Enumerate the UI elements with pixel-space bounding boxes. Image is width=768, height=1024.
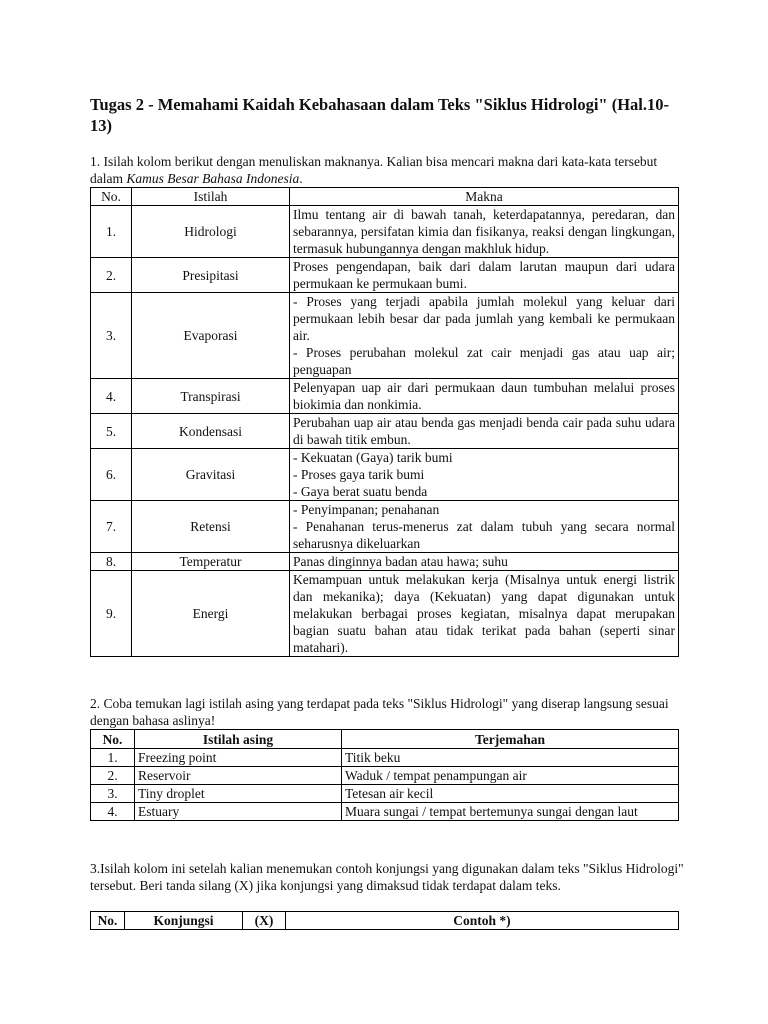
header-konjungsi: Konjungsi — [125, 912, 243, 930]
makna-line: - Gaya berat suatu benda — [293, 484, 428, 499]
makna-line: Kemampuan untuk melakukan kerja (Misalnya untuk energi listrik dan mekanika); daya (Kekuatan) yang dapat digunakan untuk melakukan berbagai proses kegiatan, misalnya dapat merupakan bagian suatu bahan atau tidak terikat pada bahan (seperti sinar matahari). — [293, 572, 675, 655]
table-row — [91, 258, 679, 293]
makna-line: Perubahan uap air atau benda gas menjadi benda cair pada suhu udara di bawah titik embun. — [293, 415, 675, 447]
table-row — [91, 767, 679, 785]
table-row — [91, 449, 679, 501]
q2-instruction: 2. Coba temukan lagi istilah asing yang terdapat pada teks "Siklus Hidrologi" yang diserap langsung sesuai dengan bahasa aslinya! — [90, 696, 669, 728]
row-makna — [290, 449, 679, 501]
table-row — [91, 414, 679, 449]
row-number: 4. — [91, 379, 132, 414]
row-terjemahan: Titik beku — [342, 749, 679, 767]
makna-line: - Proses perubahan molekul zat cair menjadi gas atau uap air; penguapan — [293, 345, 675, 377]
table-row — [91, 501, 679, 553]
makna-table-body — [91, 206, 679, 657]
row-istilah: Retensi — [132, 501, 290, 553]
row-number: 2. — [91, 767, 135, 785]
table-row — [91, 785, 679, 803]
row-makna — [290, 293, 679, 379]
row-number: 1. — [91, 749, 135, 767]
row-istilah: Evaporasi — [132, 293, 290, 379]
makna-line: - Penyimpanan; penahanan — [293, 502, 440, 517]
row-istilah: Gravitasi — [132, 449, 290, 501]
table-row — [91, 553, 679, 571]
table-row — [91, 293, 679, 379]
row-number: 8. — [91, 553, 132, 571]
document-title: Tugas 2 - Memahami Kaidah Kebahasaan dalam Teks "Siklus Hidrologi" (Hal.10-13) — [90, 95, 669, 135]
row-number: 1. — [91, 206, 132, 258]
table-row — [91, 803, 679, 821]
q1-instruction-text: 1. Isilah kolom berikut dengan menuliskan maknanya. Kalian bisa mencari makna dari kata-kata tersebut dalam — [90, 154, 658, 186]
row-istilah: Transpirasi — [132, 379, 290, 414]
header-makna: Makna — [290, 188, 679, 206]
header-terjemahan: Terjemahan — [342, 730, 679, 749]
header-x: (X) — [243, 912, 286, 930]
row-makna — [290, 414, 679, 449]
row-istilah-asing: Freezing point — [135, 749, 342, 767]
makna-line: - Kekuatan (Gaya) tarik bumi — [293, 450, 453, 465]
row-number: 4. — [91, 803, 135, 821]
row-makna — [290, 379, 679, 414]
row-istilah-asing: Estuary — [135, 803, 342, 821]
row-istilah: Presipitasi — [132, 258, 290, 293]
q1-instruction-italic: Kamus Besar Bahasa Indonesia — [126, 171, 300, 186]
konjungsi-table — [90, 911, 679, 930]
q1-instruction — [90, 153, 690, 187]
header-no: No. — [91, 912, 125, 930]
table-row — [91, 379, 679, 414]
q1-instruction-end: . — [299, 171, 303, 186]
makna-line: Panas dinginnya badan atau hawa; suhu — [293, 554, 508, 569]
row-number: 9. — [91, 571, 132, 657]
header-istilah: Istilah — [132, 188, 290, 206]
row-number: 3. — [91, 785, 135, 803]
row-makna — [290, 258, 679, 293]
row-makna — [290, 553, 679, 571]
makna-line: Pelenyapan uap air dari permukaan daun tumbuhan melalui proses biokimia dan nonkimia. — [293, 380, 675, 412]
makna-line: - Proses gaya tarik bumi — [293, 467, 425, 482]
row-number: 2. — [91, 258, 132, 293]
row-number: 5. — [91, 414, 132, 449]
header-contoh: Contoh *) — [286, 912, 679, 930]
row-istilah: Kondensasi — [132, 414, 290, 449]
header-istilah-asing: Istilah asing — [135, 730, 342, 749]
row-makna — [290, 206, 679, 258]
row-makna — [290, 571, 679, 657]
table-row — [91, 749, 679, 767]
makna-line: Proses pengendapan, baik dari dalam larutan maupun dari udara permukaan ke permukaan bumi. — [293, 259, 675, 291]
table-row — [91, 206, 679, 258]
row-istilah: Temperatur — [132, 553, 290, 571]
header-no: No. — [91, 730, 135, 749]
row-makna — [290, 501, 679, 553]
header-no: No. — [91, 188, 132, 206]
row-number: 3. — [91, 293, 132, 379]
row-terjemahan: Muara sungai / tempat bertemunya sungai dengan laut — [342, 803, 679, 821]
makna-line: - Penahanan terus-menerus zat dalam tubuh yang secara normal seharusnya dikeluarkan — [293, 519, 675, 551]
table-row — [91, 571, 679, 657]
makna-line: - Proses yang terjadi apabila jumlah molekul yang keluar dari permukaan lebih besar dar pada jumlah yang kembali ke permukaan air. — [293, 294, 675, 343]
makna-line: Ilmu tentang air di bawah tanah, keterdapatannya, peredaran, dan sebarannya, persifatan kimia dan fisikanya, reaksi dengan lingkungan, termasuk hubungannya dengan makhluk hidup. — [293, 207, 675, 256]
row-number: 7. — [91, 501, 132, 553]
q3-instruction: 3.Isilah kolom ini setelah kalian menemukan contoh konjungsi yang digunakan dalam teks "Siklus Hidrologi" tersebut. Beri tanda silang (X) jika konjungsi yang dimaksud tidak terdapat dalam teks. — [90, 861, 684, 893]
row-istilah: Energi — [132, 571, 290, 657]
istilah-asing-table — [90, 729, 679, 821]
makna-table — [90, 187, 679, 657]
row-istilah-asing: Tiny droplet — [135, 785, 342, 803]
row-istilah-asing: Reservoir — [135, 767, 342, 785]
row-istilah: Hidrologi — [132, 206, 290, 258]
row-terjemahan: Tetesan air kecil — [342, 785, 679, 803]
row-number: 6. — [91, 449, 132, 501]
row-terjemahan: Waduk / tempat penampungan air — [342, 767, 679, 785]
istilah-asing-table-body — [91, 749, 679, 821]
